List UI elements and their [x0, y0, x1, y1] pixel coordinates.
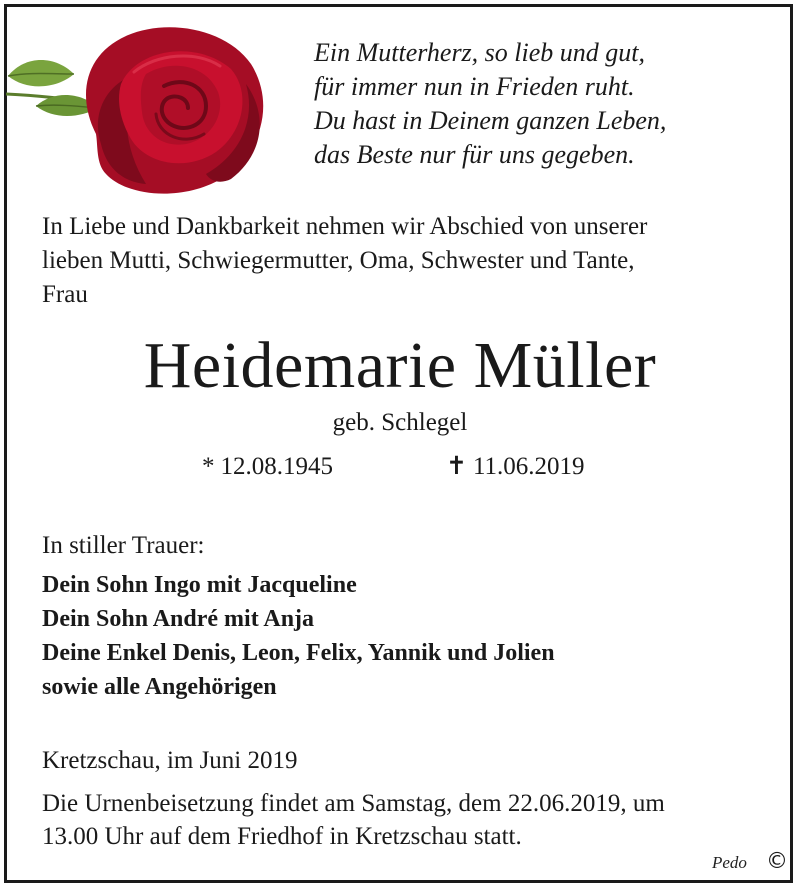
death-date: 11.06.2019 [472, 453, 585, 480]
red-rose-icon [6, 14, 296, 199]
birth-date: 12.08.1945 [220, 453, 333, 480]
burial-line: 13.00 Uhr auf dem Friedhof in Kretzschau statt. [42, 823, 522, 850]
mourner-item: Deine Enkel Denis, Leon, Felix, Yannik und Jolien [42, 640, 555, 666]
copyright-icon: © [766, 849, 788, 874]
poem-line: für immer nun in Frieden ruht. [314, 72, 635, 101]
burial-line: Die Urnenbeisetzung findet am Samstag, dem 22.06.2019, um [42, 790, 665, 817]
intro-line: lieben Mutti, Schwiegermutter, Oma, Schwester und Tante, [42, 247, 635, 274]
burial-info [42, 787, 665, 853]
mourning-heading: In stiller Trauer: [42, 532, 205, 559]
mourner-item: Dein Sohn Ingo mit Jacqueline [42, 572, 357, 598]
maiden-name: geb. Schlegel [332, 409, 468, 436]
poem-line: Du hast in Deinem ganzen Leben, [314, 106, 667, 135]
poem-line: Ein Mutterherz, so lieb und gut, [314, 38, 646, 67]
place-date: Kretzschau, im Juni 2019 [42, 747, 298, 774]
intro-text [42, 210, 762, 312]
death-date-line [446, 451, 585, 483]
mourner-item: Dein Sohn André mit Anja [42, 606, 315, 632]
poem-line: das Beste nur für uns gegeben. [314, 140, 635, 169]
birth-star-icon: * [202, 453, 215, 480]
intro-line: In Liebe und Dankbarkeit nehmen wir Abschied von unserer [42, 213, 648, 240]
birth-date-line [202, 451, 333, 483]
mourners-list [42, 568, 555, 704]
intro-line: Frau [42, 281, 88, 308]
poem [314, 36, 784, 172]
deceased-name: Heidemarie Müller [143, 329, 657, 402]
mourner-item: sowie alle Angehörigen [42, 674, 277, 700]
designer-signature: Pedo [712, 853, 747, 872]
cross-icon: ✝ [446, 453, 467, 480]
